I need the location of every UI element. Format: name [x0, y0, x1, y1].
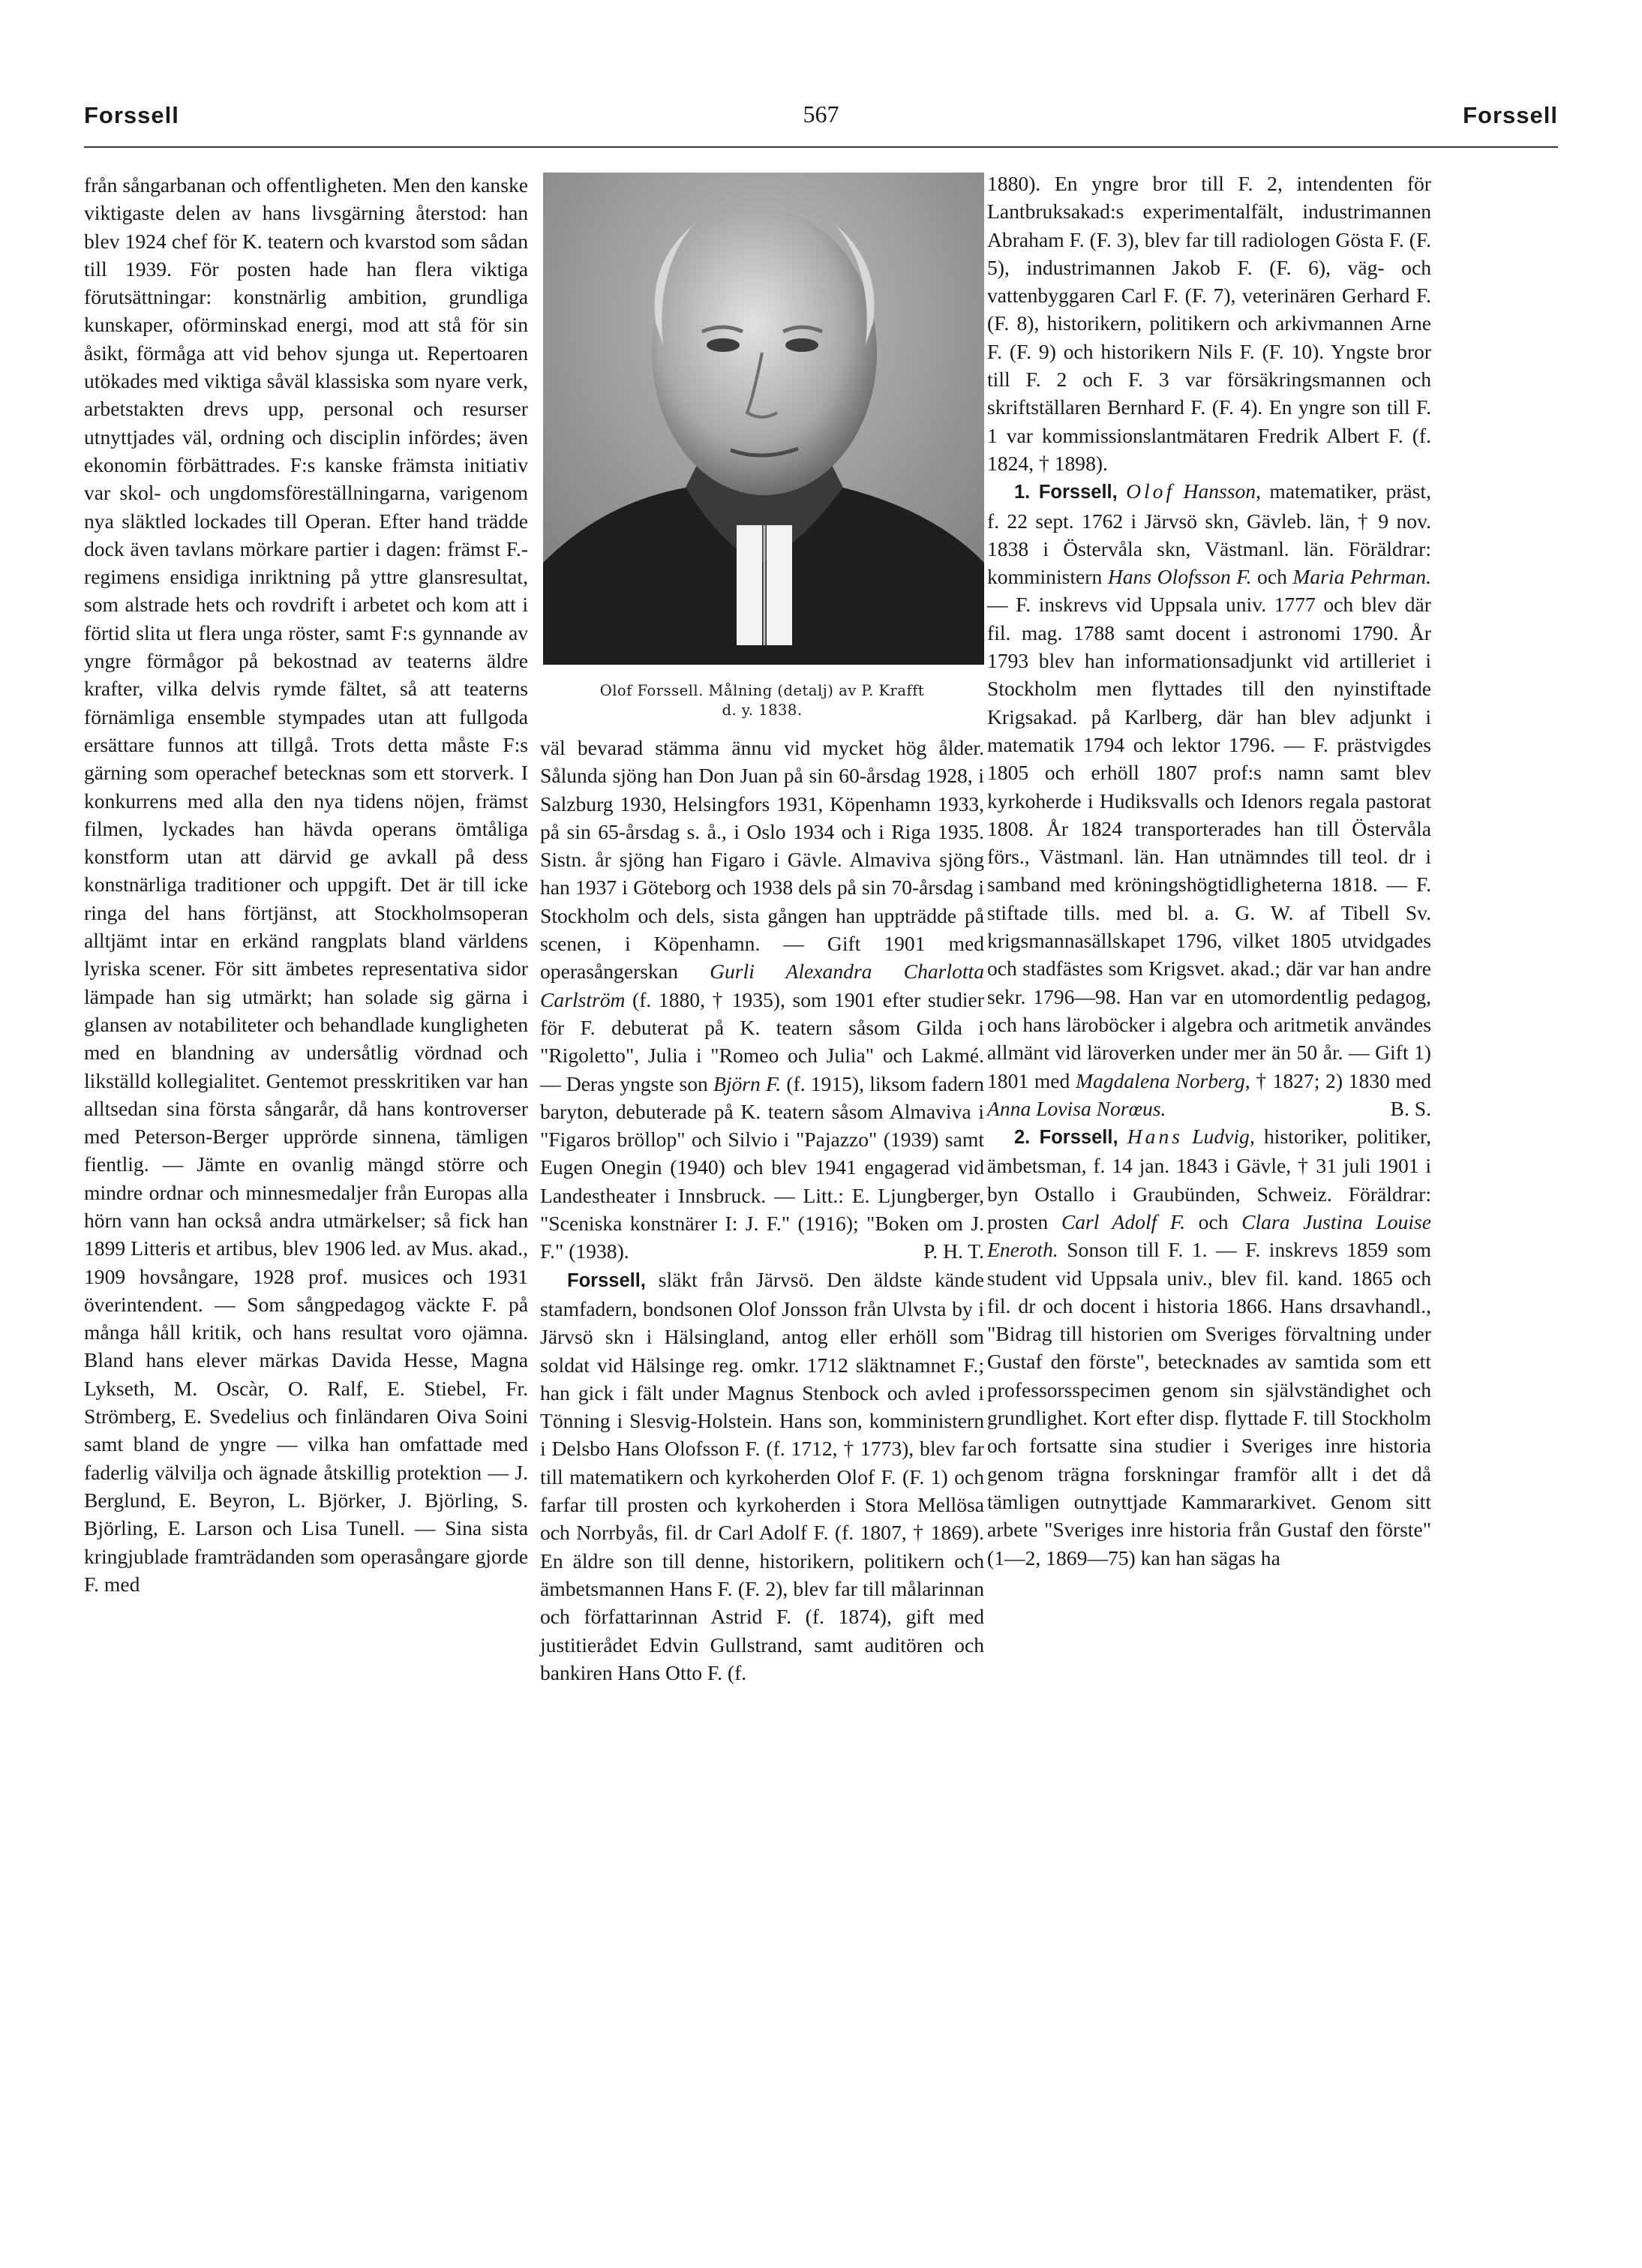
italic-name: Hansson,	[1183, 479, 1262, 503]
italic-name: Gurli Alexandra Charlotta Carlström	[540, 960, 984, 1011]
column-3-paragraph-0: 1880). En yngre bror till F. 2, intendenten för Lantbruksakad:s experimentalfält, industrimannen Abraham F. (F. 3), blev far till radiologen Gösta F. (F. 5), industrimannen Jakob F. (F. 6), väg- och vattenbyggaren Carl F. (F. 7), veterinären Gerhard F. (F. 8), historikern, politikern och arkivmannen Arne F. (F. 9) och historikern Nils F. (F. 10). Yngste bror till F. 2 och F. 3 var försäkringsmannen och skriftställaren Bernhard F. (F. 4). En yngre son till F. 1 var kommissionslantmätaren Fredrik Albert F. (f. 1824, † 1898).	[987, 172, 1431, 475]
entry-lemma: 1. Forssell,	[1014, 482, 1118, 503]
signature: B. S.	[1390, 1096, 1431, 1120]
caption-line-1: Olof Forssell. Målning (detalj) av P. Krafft	[599, 682, 925, 699]
text-run: historiker, politiker, ämbetsman, f. 14 jan. 1843 i Gävle, † 31 juli 1901 i byn Ostallo i Graubünden, Schweiz. Föräldrar: prosten	[987, 1125, 1431, 1233]
italic-name: Hans Olofsson F.	[1107, 565, 1252, 589]
text-run: och	[1185, 1209, 1242, 1233]
italic-name: Hans	[1127, 1125, 1183, 1149]
column-2-paragraph-2	[540, 1266, 984, 1687]
header-rule	[84, 146, 1558, 148]
portrait-illustration	[543, 173, 984, 665]
text-run: och	[1251, 565, 1293, 589]
page-header	[84, 96, 1558, 141]
text-run: † 1827; 2) 1830 med	[1250, 1068, 1431, 1092]
page-number: 567	[803, 101, 839, 128]
italic-name: Carl Adolf F.	[1061, 1209, 1186, 1233]
text-run: matematiker, präst, f. 22 sept. 1762 i Järvsö skn, Gävleb. län, † 9 nov. 1838 i Östervåla skn, Västmanl. län. Föräldrar: komministern	[987, 479, 1431, 589]
italic-name: Magdalena Norberg,	[1075, 1068, 1250, 1092]
text-run: (f. 1880, † 1935), som 1901 efter studier för F. debuterat på K. teatern såsom Gilda i "Rigoletto", Julia i "Romeo och Julia" och Lakmé. — Deras yngste son	[540, 987, 984, 1095]
italic-name: Maria Pehrman.	[1292, 565, 1431, 589]
italic-name: Anna Lovisa Norœus.	[987, 1096, 1166, 1120]
italic-name: Clara Justina Louise Eneroth.	[987, 1209, 1431, 1262]
italic-name: Björn F.	[713, 1071, 782, 1095]
text-run: Sonson till F. 1. — F. inskrevs 1859 som student vid Uppsala univ., blev fil. kand. 1865 och fil. dr och docent i historia 1866. Hans drsavhandl., "Bidrag till historien om Sveriges förvaltning under Gustaf den förste", betecknades av samtida som ett professorsspecimen genom sin självständighet och grundlighet. Kort efter disp. flyttade F. till Stockholm och fortsatte sina studier i Sveriges inre historia genom trägna forskningar framför allt i det då tämligen outnyttjade Kammararkivet. Genom sitt arbete "Sveriges inre historia från Gustaf den förste" (1—2, 1869—75) kan han sägas ha	[987, 1238, 1431, 1570]
text-run: släkt från Järvsö. Den äldste kände stamfadern, bondsonen Olof Jonsson från Ulvsta by i Järvsö skn i Hälsingland, antog eller erhöll som soldat vid Hälsinge reg. omkr. 1712 släktnamnet F.; han gick i fält under Magnus Stenbock och avled i Tönning i Slesvig-Holstein. Hans son, komministern i Delsbo Hans Olofsson F. (f. 1712, † 1773), blev far till matematikern och kyrkoherden Olof F. (F. 1) och farfar till prosten och kyrkoherden i Stora Mellösa och Norrbyås, fil. dr Carl Adolf F. (f. 1807, † 1869). En äldre son till denne, historikern, politikern och ämbetsmannen Hans F. (F. 2), blev far till målarinnan och författarinnan Astrid F. (f. 1874), gift med justitierådet Edvin Gullstrand, samt auditören och bankiren Hans Otto F. (f.	[540, 1267, 984, 1684]
column-2	[540, 171, 984, 1687]
running-head-left: Forssell	[84, 102, 179, 128]
figure-caption	[540, 681, 984, 720]
text-run: väl bevarad stämma ännu vid mycket hög ålder. Sålunda sjöng han Don Juan på sin 60-årsdag 1928, i Salzburg 1930, Helsingfors 1931, Köpenhamn 1933, på sin 65-årsdag s. å., i Oslo 1934 och i Riga 1935. Sistn. år sjöng han Figaro i Gävle. Almaviva sjöng han 1937 i Göteborg och 1938 dels på sin 70-årsdag i Stockholm och dels, sista gången han uppträdde på scenen, i Köpenhamn. — Gift 1901 med operasångerskan	[540, 736, 984, 984]
column-1-text: från sångarbanan och offentligheten. Men den kanske viktigaste delen av hans livsgärning återstod: han blev 1924 chef för K. teatern och kvarstod som sådan till 1939. För posten hade han flera viktiga förutsättningar: konstnärlig ambition, grundliga kunskaper, oförminskad energi, mod att stå för sin åsikt, förmåga att vid behov sjunga ut. Repertoaren utökades med viktiga såväl klassiska som nyare verk, arbetstakten drevs upp, personal och resurser utnyttjades väl, ordning och disciplin infördes; även ekonomin förbättrades. F:s kanske främsta initiativ var skol- och ungdomsföreställningarna, varigenom nya släktled lockades till Operan. Efter hand trädde dock även tavlans mörkare partier i dagen: främst F.-regimens ensidiga inriktning på yttre glansresultat, som alstrade hets och rovdrift i arbetet och kom att i förtid slita ut flera unga röster, samt F:s gynnande av yngre förmågor på bekostnad av teaterns äldre krafter, vilka delvis rymde fältet, så att teaterns förnämliga ensemble stympades utan att fullgoda ersättare funnos att tillgå. Trots detta måste F:s gärning som operachef betecknas som ett storverk. I konkurrens med alla den nya tidens nöjen, främst filmen, lyckades han hävda operans ömtåliga konstform utan att därvid ge avkall på dess konstnärliga traditioner och uppgift. Det är till icke ringa del hans förtjänst, att Stockholmsoperan alltjämt intar en erkänd rangplats bland världens lyriska scener. För sitt ämbetes representativa sidor lämpade han sig utmärkt; han solade sig gärna i glansen av notabiliteter och behandlade kungligheten med en blandning av undersåtlig vördnad och likställd kollegialitet. Gentemot presskritiken var han alltsedan sina första sångarår, då hans kontroverser med Peterson-Berger upprörde sinnena, tämligen fientlig. — Jämte en ovanlig mängd större och mindre ordnar och minnesmedaljer från Europas alla hörn vann han också andra utmärkelser; så fick han 1899 Litteris et artibus, blev 1906 led. av Mus. akad., 1909 hovsångare, 1928 prof. musices och 1931 överintendent. — Som sångpedagog väckte F. på många håll kritik, och hans resultat voro ojämna. Bland hans elever märkas Davida Hesse, Magna Lykseth, M. Oscàr, O. Ralf, E. Stiebel, Fr. Strömberg, E. Svedelius och finländaren Oiva Soini samt bland de yngre — vilka han omfattade med faderlig välvilja och ägnade åtskillig protektion — J. Berglund, E. Beyron, L. Björker, J. Björling, S. Björling, E. Larson och Lisa Tunell. — Sina sista kringjublade framträdanden som operasångare gjorde F. med	[84, 173, 528, 1596]
text-run: — F. inskrevs vid Uppsala univ. 1777 och blev där fil. mag. 1788 samt docent i astronomi 1790. År 1793 blev han informationsadjunkt vid artilleriet i Stockholm men flyttades till den nyinstiftade Krigsakad. på Karlberg, där han blev adjunkt i matematik 1794 och lektor 1796. — F. prästvigdes 1805 och erhöll 1807 prof:s namn samt blev kyrkoherde i Hudiksvalls och Idenors regala pastorat 1808. År 1824 transporterades han till Östervåla förs., Västmanl. län. Han utnämndes till teol. dr i samband med kröningshögtidligheterna 1818. — F. stiftade tills. med bl. a. G. W. af Tibell Sv. krigsmannasällskapet 1796, vilket 1805 utvidgades och stadfästes som Krigsvet. akad.; där var han andre sekr. 1796—98. Han var en utomordentlig pedagog, och hans läroböcker i algebra och aritmetik användes allmänt vid läroverken under mer än 50 år. — Gift 1) 1801 med	[987, 593, 1431, 1092]
column-2-paragraph-1	[540, 734, 984, 1266]
entry-lemma: 2. Forssell,	[1014, 1127, 1118, 1149]
running-head-right: Forssell	[1463, 102, 1558, 128]
caption-line-2: d. y. 1838.	[722, 701, 803, 719]
italic-name: Olof	[1126, 479, 1175, 503]
signature: P. H. T.	[923, 1239, 984, 1263]
column-3	[987, 170, 1431, 1572]
entry-2	[987, 1122, 1431, 1572]
portrait-image	[543, 173, 984, 665]
column-1	[84, 171, 528, 1598]
entry-lemma: Forssell,	[567, 1269, 646, 1291]
text-run: (f. 1915), liksom fadern baryton, debuterade på K. teatern såsom Almaviva i "Figaros bröllop" och Silvio i "Pajazzo" (1939) samt Eugen Onegin (1940) och blev 1941 engagerad vid Landestheater i Innsbruck. — Litt.: E. Ljungberger, "Sceniska konstnärer I: J. F." (1916); "Boken om J. F." (1938).	[540, 1071, 984, 1263]
entry-1	[987, 477, 1431, 1122]
italic-name: Ludvig,	[1192, 1125, 1255, 1149]
